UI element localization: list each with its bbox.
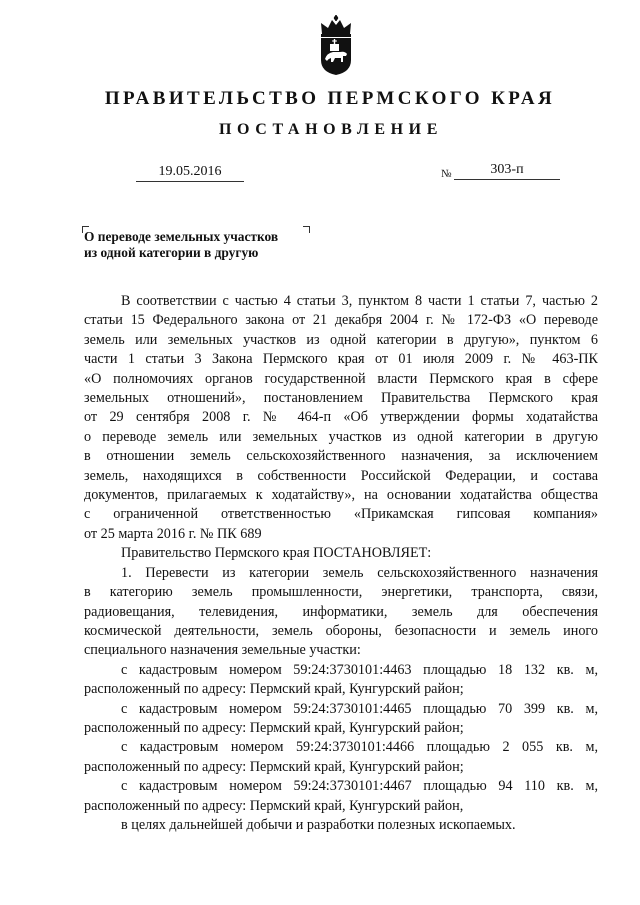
parcel-line: с кадастровым номером 59:24:3730101:4465 площадью 70 399 кв. м, (121, 700, 598, 717)
body-line: документов, прилагаемых к ходатайству», на основании ходатайства общества (84, 487, 598, 504)
body-line: от 29 сентября 2008 г. № 464-п «Об утверждении формы ходатайства (84, 409, 598, 426)
body-line: космической деятельности, земель обороны, безопасности и земель иного (84, 622, 598, 639)
body-line: В соответствии с частью 4 статьи 3, пунктом 8 части 1 статьи 7, частью 2 (121, 293, 598, 309)
document-type: ПОСТАНОВЛЕНИЕ (219, 121, 443, 138)
body-line: с ограниченной ответственностью «Прикамская гипсовая компания» (84, 506, 598, 523)
parcel-address: расположенный по адресу: Пермский край, Кунгурский район; (84, 719, 464, 736)
issuing-authority: ПРАВИТЕЛЬСТВО ПЕРМСКОГО КРАЯ (104, 88, 556, 109)
parcel-line: с кадастровым номером 59:24:3730101:4463 площадью 18 132 кв. м, (121, 661, 598, 678)
body-line: «О полномочиях органов государственной власти Пермского края в сфере (84, 370, 598, 387)
body-line: части 1 статьи 3 Закона Пермского края от 01 июля 2009 г. № 463-ПК (84, 351, 598, 368)
body-line: в отношении земель сельскохозяйственного назначения, за исключением (84, 448, 598, 465)
body-line: от 25 марта 2016 г. № ПК 689 (84, 525, 262, 542)
parcel-address: расположенный по адресу: Пермский край, Кунгурский район; (84, 758, 464, 775)
parcel-address: расположенный по адресу: Пермский край, Кунгурский район, (84, 797, 464, 814)
parcel-line: с кадастровым номером 59:24:3730101:4466 площадью 2 055 кв. м, (121, 739, 598, 756)
body-line: о переводе земель или земельных участков из одной категории в другую (84, 428, 598, 445)
document-date: 19.05.2016 (136, 163, 244, 182)
body-line: земельных отношений», постановлением Правительства Пермского края (84, 390, 598, 407)
parcel-address: расположенный по адресу: Пермский край, Кунгурский район; (84, 681, 464, 698)
title-line: из одной категории в другую (84, 244, 259, 260)
resolution-line: Правительство Пермского края ПОСТАНОВЛЯЕТ: (121, 545, 432, 562)
document-title (84, 229, 324, 260)
document-number: 303-п (454, 161, 560, 180)
document-body (84, 292, 598, 835)
parcel-line: с кадастровым номером 59:24:3730101:4467 площадью 94 110 кв. м, (121, 778, 598, 795)
body-line: земель, находящихся в собственности Российской Федерации, и состава (84, 467, 598, 484)
body-line: статьи 15 Федерального закона от 21 декабря 2004 г. № 172-ФЗ «О переводе (84, 312, 598, 329)
title-line: О переводе земельных участков (84, 229, 279, 244)
body-line: в целях дальнейшей добычи и разработки полезных ископаемых. (121, 816, 516, 833)
number-sign: № (441, 168, 452, 180)
body-line: 1. Перевести из категории земель сельскохозяйственного назначения (121, 564, 598, 581)
body-line: радиовещания, телевидения, информатики, земель для обеспечения (84, 603, 598, 620)
body-line: земель или земельных участков из одной категории в другую», пунктом 6 (84, 331, 598, 348)
perm-krai-coat-of-arms-icon (316, 14, 356, 76)
body-line: специального назначения земельные участки: (84, 642, 361, 659)
body-line: в категорию земель промышленности, энергетики, транспорта, связи, (84, 584, 598, 601)
